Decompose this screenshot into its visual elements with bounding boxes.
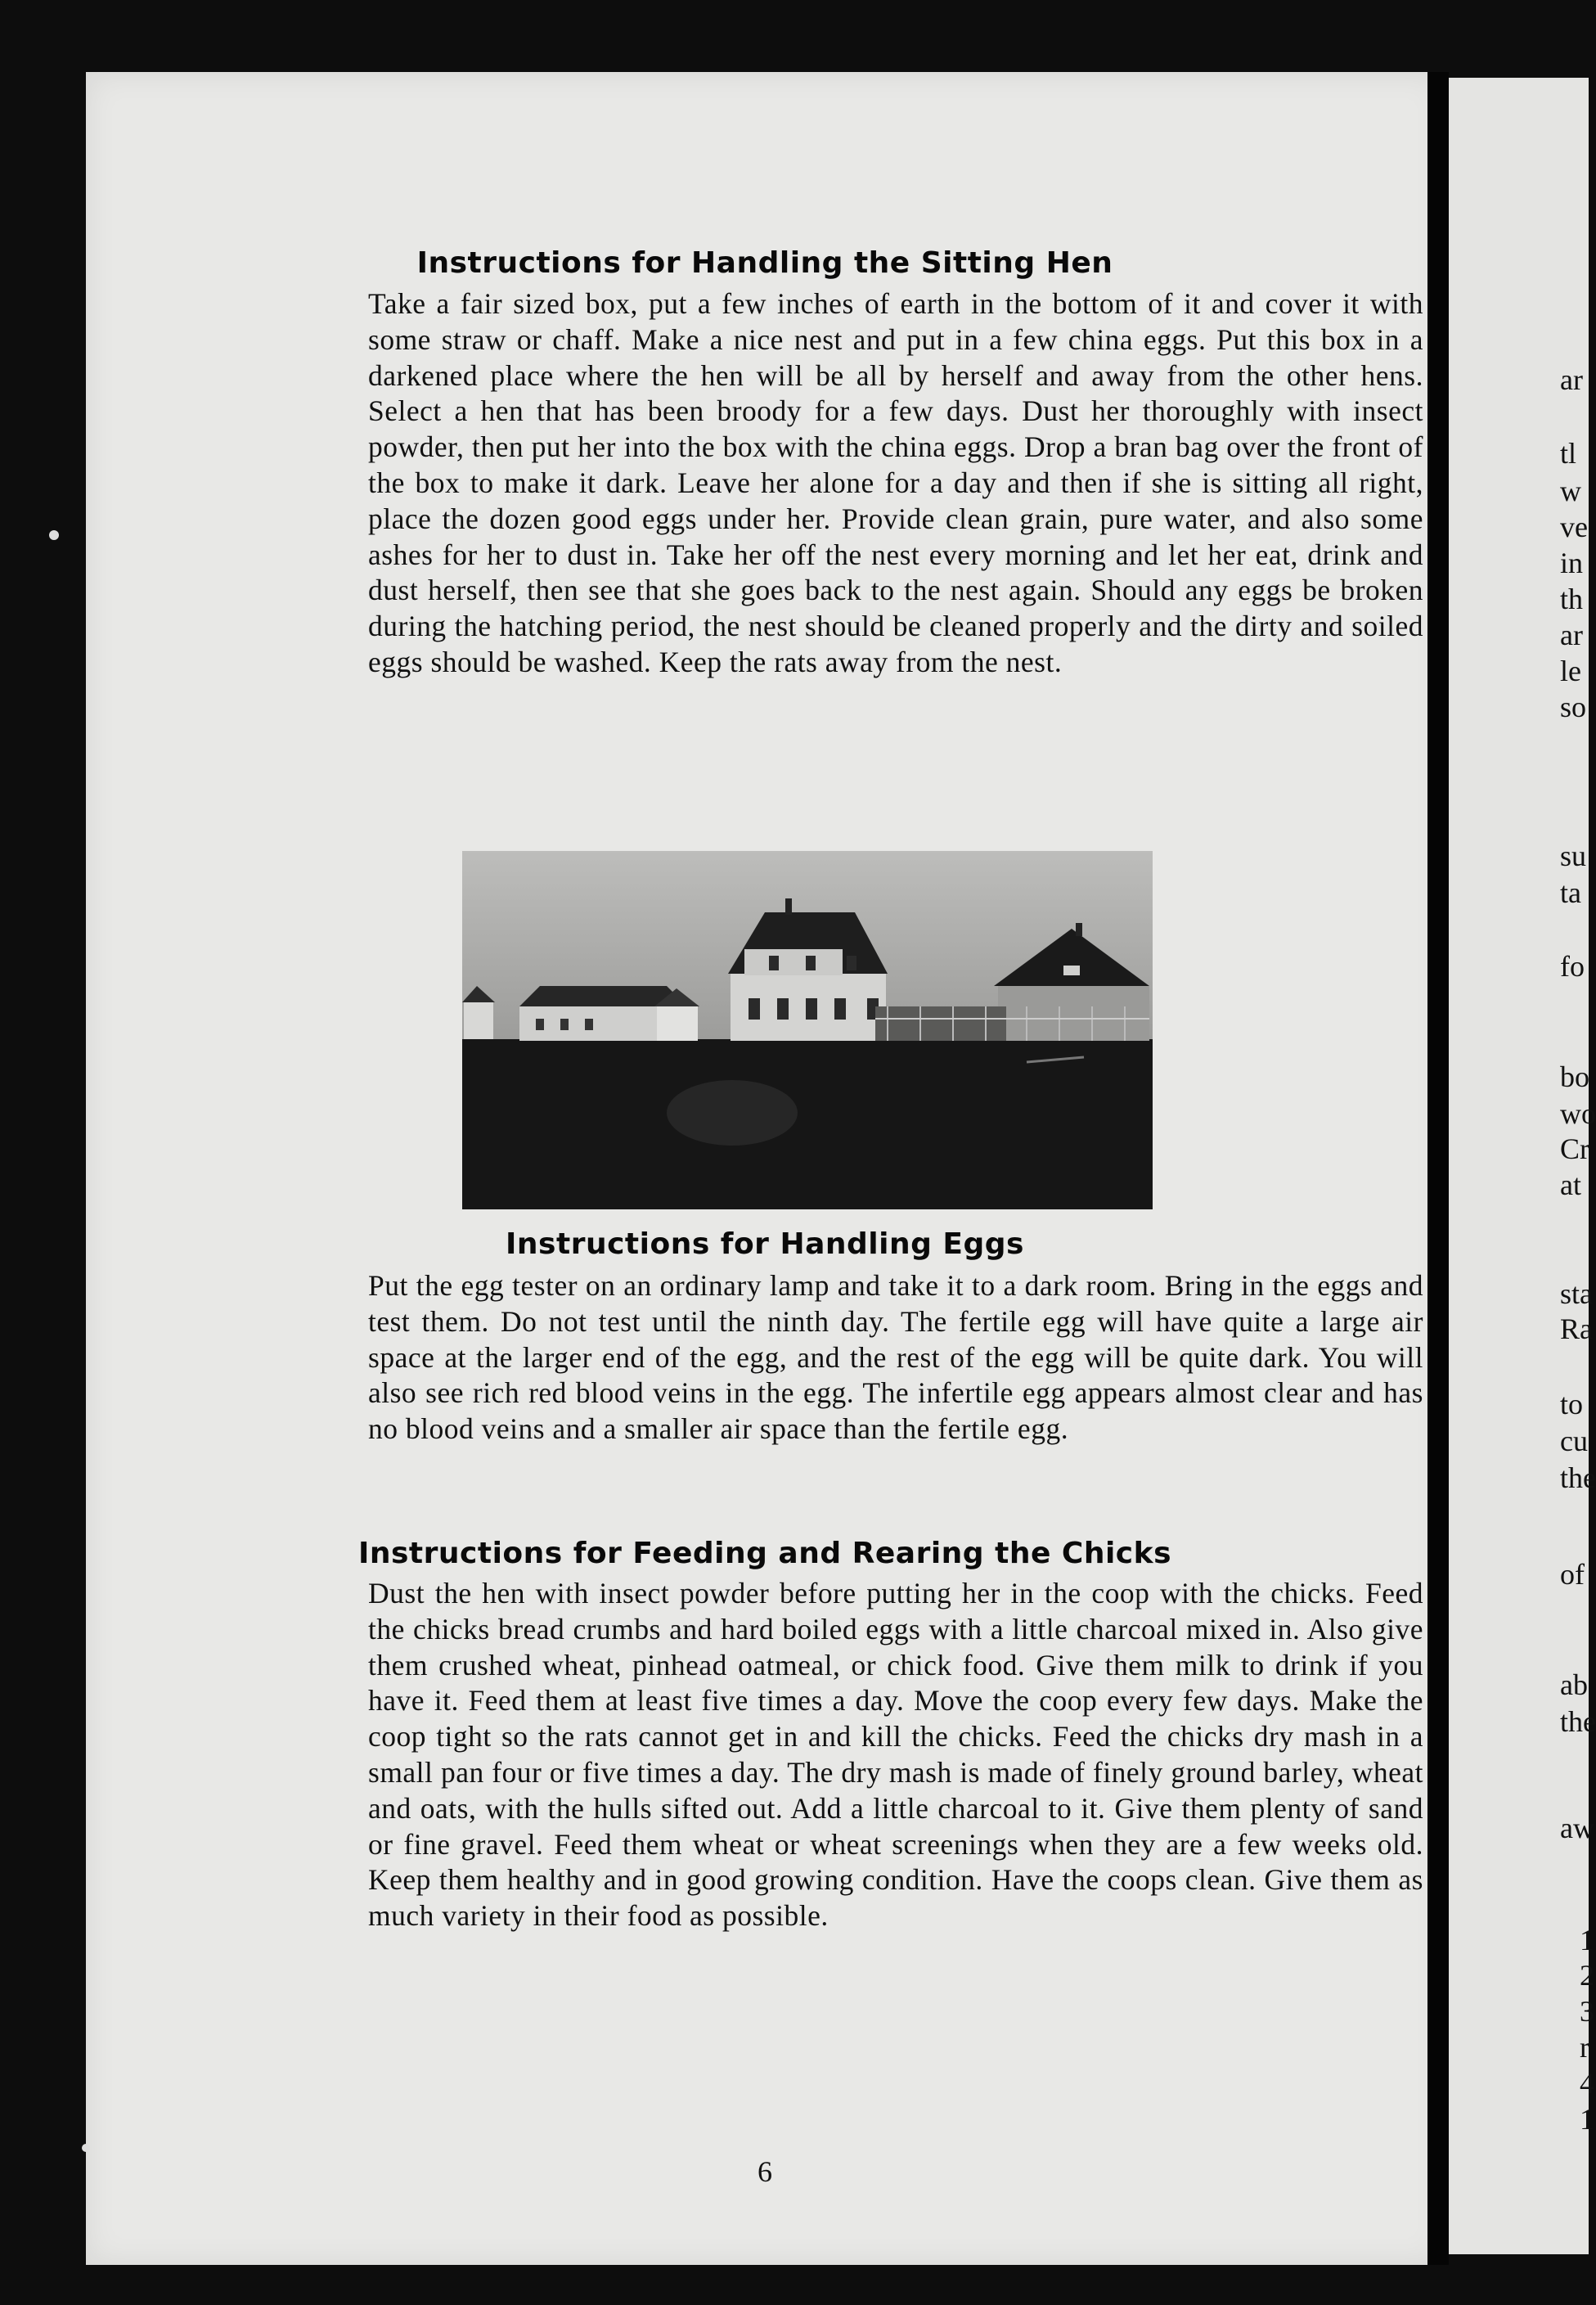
adjacent-text-fragment: 1	[1580, 1924, 1594, 1956]
adjacent-text-fragment: cu	[1560, 1425, 1588, 1457]
book-page	[86, 72, 1444, 2265]
adjacent-text-fragment: Ra	[1560, 1312, 1593, 1345]
adjacent-text-fragment: r	[1580, 2031, 1589, 2064]
adjacent-text-fragment: th	[1560, 583, 1584, 615]
adjacent-text-fragment: bo	[1560, 1060, 1589, 1093]
adjacent-text-fragment: wo	[1560, 1097, 1596, 1130]
scan-speck	[82, 2144, 90, 2152]
adjacent-text-fragment: ve	[1560, 511, 1588, 543]
section-body-feeding-chicks: Dust the hen with insect powder before putting her in the coop with the chicks. Feed the chicks bread crumbs and hard boiled eggs with a little charcoal mixed in. Also give them crushed wheat, pinhead oatmeal, or chick food. Give them milk to drink if you have it. Feed them at least five times a day. Move the coop every few days. Make the coop tight so the rats cannot get in and kill the chicks. Feed the chicks dry mash in a small pan four or five times a day. The dry mash is made of finely ground barley, wheat and oats, with the hulls sifted out. Add a little charcoal to it. Give them plenty of sand or fine gravel. Feed them wheat or wheat screenings when they are a few weeks old. Keep them healthy and in good growing condition. Have the coops clean. Give them as much variety in their food as possible.	[368, 1577, 1423, 1933]
adjacent-text-fragment: the	[1560, 1461, 1596, 1494]
adjacent-page-edge	[1449, 78, 1596, 2254]
book-gutter	[1427, 72, 1449, 2265]
adjacent-text-fragment: at	[1560, 1168, 1581, 1201]
farm-buildings-photo	[462, 851, 1153, 1209]
adjacent-text-fragment: fo	[1560, 950, 1585, 983]
section-body-handling-eggs: Put the egg tester on an ordinary lamp and take it to a dark room. Bring in the eggs and test them. Do not test until the ninth day. The fertile egg will have quite a large air space at the larger end of the egg, and the rest of the egg will be quite dark. You will also see rich red blood veins in the egg. The infertile egg appears almost clear and has no blood veins and a smaller air space than the fertile egg.	[368, 1269, 1423, 1446]
adjacent-text-fragment: aw	[1560, 1812, 1594, 1844]
adjacent-text-fragment: ar	[1560, 619, 1583, 651]
adjacent-text-fragment: of	[1560, 1558, 1585, 1591]
adjacent-text-fragment: 3	[1580, 1995, 1594, 2028]
section-body-sitting-hen: Take a fair sized box, put a few inches of earth in the bottom of it and cover it with some straw or chaff. Make a nice nest and put in a few china eggs. Put this box in a darkened place where the hen will be all by herself and away from the other hens. Select a hen that has been broody for a few days. Dust her thoroughly with insect powder, then put her into the box with the china eggs. Drop a bran bag over the front of the box to make it dark. Leave her alone for a day and then if she is sitting all right, place the dozen good eggs under her. Provide clean grain, pure water, and also some ashes for her to dust in. Take her off the nest every morning and let her eat, drink and dust herself, then see that she goes back to the nest again. Should any eggs be broken during the hatching period, the nest should be cleaned properly and the dirty and soiled eggs should be washed. Keep the rats away from the nest.	[368, 287, 1423, 678]
adjacent-text-fragment: ab	[1560, 1668, 1588, 1701]
adjacent-text-fragment: 4	[1580, 2067, 1594, 2100]
scan-speck	[49, 530, 59, 540]
section-title-handling-eggs: Instructions for Handling Eggs	[506, 1227, 1024, 1261]
adjacent-text-fragment: tl	[1560, 437, 1577, 470]
adjacent-text-fragment: sta	[1560, 1277, 1593, 1310]
page-number: 6	[758, 2155, 772, 2188]
adjacent-text-fragment: ta	[1560, 876, 1581, 909]
adjacent-text-fragment: Cr	[1560, 1132, 1589, 1165]
adjacent-text-fragment: su	[1560, 840, 1587, 872]
adjacent-text-fragment: 2	[1580, 1959, 1594, 1992]
adjacent-text-fragment: w	[1560, 475, 1581, 507]
adjacent-text-fragment: le	[1560, 655, 1581, 687]
adjacent-text-fragment: 1	[1580, 2103, 1594, 2136]
adjacent-text-fragment: in	[1560, 547, 1584, 579]
adjacent-text-fragment: to	[1560, 1388, 1584, 1420]
adjacent-text-fragment: so	[1560, 691, 1587, 723]
adjacent-text-fragment: the	[1560, 1705, 1596, 1738]
adjacent-text-fragment: ar	[1560, 363, 1583, 396]
section-title-sitting-hen: Instructions for Handling the Sitting Hen	[416, 246, 1113, 280]
section-title-feeding-chicks: Instructions for Feeding and Rearing the Chicks	[357, 1537, 1171, 1570]
